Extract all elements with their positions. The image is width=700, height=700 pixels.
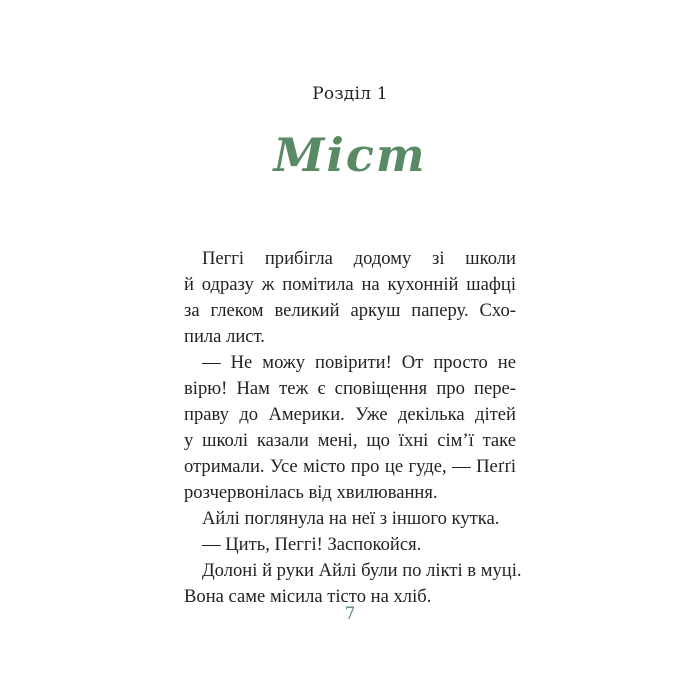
text-line: розчервонілась від хвилювання. <box>184 482 438 503</box>
text-line: у школі казали мені, що їхні сім’ї таке <box>184 430 516 451</box>
text-line: праву до Америки. Уже декілька дітей <box>184 404 516 425</box>
text-line: — Не можу повірити! От просто не <box>202 352 516 373</box>
text-line: отримали. Усе місто про це гуде, — Пеґґі <box>184 456 516 477</box>
chapter-title: Міст <box>273 128 427 182</box>
text-line: — Цить, Пеггі! Заспокойся. <box>202 534 422 555</box>
text-line: за глеком великий аркуш паперу. Схо- <box>184 300 516 321</box>
text-line: Айлі поглянула на неї з іншого кутка. <box>202 508 500 529</box>
text-line: Пеггі прибігла додому зі школи <box>202 248 516 269</box>
text-line: Вона саме місила тісто на хліб. <box>184 586 432 607</box>
text-line: пила лист. <box>184 326 265 347</box>
text-line: вірю! Нам теж є сповіщення про пере- <box>184 378 516 399</box>
chapter-label: Розділ 1 <box>312 84 388 104</box>
text-line: Долоні й руки Айлі були по лікті в муці. <box>202 560 522 581</box>
page-number: 7 <box>344 604 356 624</box>
body-text <box>184 246 522 610</box>
text-line: й одразу ж помітила на кухонній шафці <box>184 274 516 295</box>
